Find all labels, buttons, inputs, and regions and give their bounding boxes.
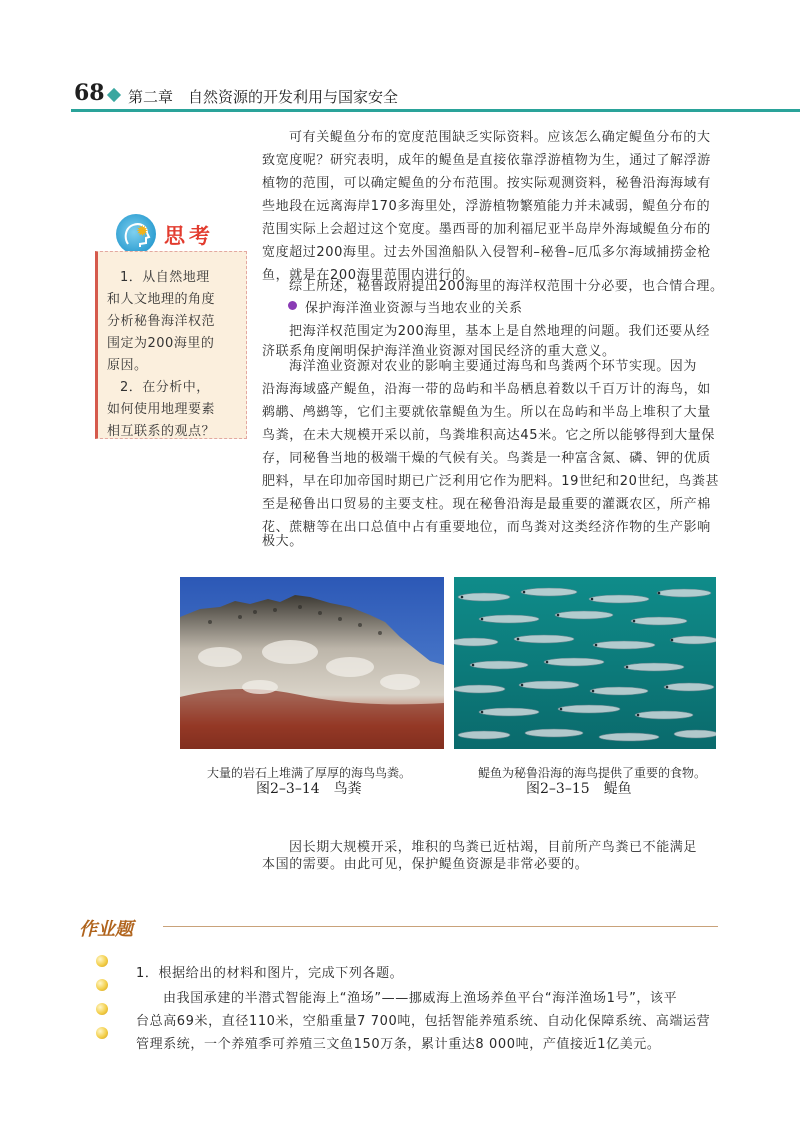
section-heading: 保护海洋渔业资源与当地农业的关系	[305, 301, 523, 316]
thinking-head-icon	[116, 214, 156, 254]
homework-question: 1．根据给出的材料和图片，完成下列各题。	[136, 966, 404, 981]
diamond-icon	[107, 88, 121, 102]
bullet-dot-icon	[96, 955, 108, 967]
body-line: 海洋渔业资源对农业的影响主要通过海鸟和鸟粪两个环节实现。因为	[289, 359, 698, 374]
body-line: 致宽度呢？研究表明，成年的鳀鱼是直接依靠浮游植物为生，通过了解浮游	[262, 153, 711, 168]
chapter-title: 第二章 自然资源的开发利用与国家安全	[128, 88, 399, 106]
header-rule	[71, 109, 800, 112]
body-line: 宽度超过200海里。过去外国渔船队入侵智利–秘鲁–厄瓜多尔海域捕捞金枪	[262, 245, 711, 260]
body-line: 范围实际上会超过这个宽度。墨西哥的加利福尼亚半岛岸外海域鳀鱼分布的	[262, 222, 711, 237]
body-line: 些地段在远离海岸170多海里处，浮游植物繁殖能力并未减弱，鳀鱼分布的	[262, 199, 711, 214]
think-line: 原因。	[107, 358, 148, 373]
body-line: 肥料，早在印加帝国时期已广泛利用它作为肥料。19世纪和20世纪，鸟粪甚	[262, 474, 720, 489]
body-line: 济联系角度阐明保护海洋渔业资源对国民经济的重大意义。	[262, 344, 616, 359]
body-line: 把海洋权范围定为200海里，基本上是自然地理的问题。我们还要从经	[289, 324, 711, 339]
bullet-dot-icon	[96, 1027, 108, 1039]
homework-rule	[163, 926, 718, 927]
homework-line: 由我国承建的半潜式智能海上“渔场”——挪威海上渔场养鱼平台“海洋渔场1号”，该平	[163, 991, 678, 1006]
bullet-dot-icon	[288, 301, 297, 310]
homework-line: 管理系统，一个养殖季可养殖三文鱼150万条，累计重达8 000吨，产值接近1亿美元。	[136, 1037, 661, 1052]
anchovy-school-photo	[454, 577, 716, 749]
bullet-dot-icon	[96, 1003, 108, 1015]
think-line: 围定为200海里的	[107, 336, 215, 351]
think-line: 2．在分析中，	[120, 380, 210, 395]
body-line: 因长期大规模开采，堆积的鸟粪已近枯竭，目前所产鸟粪已不能满足	[289, 840, 698, 855]
figure-caption: 鳀鱼为秘鲁沿海的海鸟提供了重要的食物。	[478, 766, 707, 780]
body-line: 可有关鳀鱼分布的宽度范围缺乏实际资料。应该怎么确定鳀鱼分布的大	[289, 130, 711, 145]
page-number: 68	[74, 80, 105, 106]
homework-title: 作业题	[79, 919, 133, 940]
body-line: 极大。	[262, 534, 303, 549]
body-line: 至是秘鲁出口贸易的主要支柱。现在秘鲁沿海是最重要的灌溉农区，所产棉	[262, 497, 711, 512]
body-line: 沿海海域盛产鳀鱼，沿海一带的岛屿和半岛栖息着数以千百万计的海鸟，如	[262, 382, 711, 397]
gear-icon: ✹	[136, 222, 149, 240]
body-line: 存，同秘鲁当地的极端干燥的气候有关。鸟粪是一种富含氮、磷、钾的优质	[262, 451, 711, 466]
think-line: 如何使用地理要素	[107, 402, 216, 417]
body-line: 花、蔗糖等在出口总值中占有重要地位，而鸟粪对这类经济作物的生产影响	[262, 520, 711, 535]
body-line: 鱼，就是在200海里范围内进行的。	[262, 268, 480, 283]
body-line: 鸟粪，在未大规模开采以前，鸟粪堆积高达45米。它之所以能够得到大量保	[262, 428, 715, 443]
figure-label: 图2–3–14 鸟粪	[256, 781, 362, 797]
think-title: 思考	[164, 224, 214, 248]
body-line: 综上所述，秘鲁政府提出200海里的海洋权范围十分必要，也合情合理。	[289, 279, 724, 294]
figure-label: 图2–3–15 鳀鱼	[526, 781, 632, 797]
body-line: 鹈鹕、鸬鹚等，它们主要就依靠鳀鱼为生。所以在岛屿和半岛上堆积了大量	[262, 405, 711, 420]
body-line: 本国的需要。由此可见，保护鳀鱼资源是非常必要的。	[262, 857, 589, 872]
figure-caption: 大量的岩石上堆满了厚厚的海鸟鸟粪。	[207, 766, 412, 780]
think-line: 相互联系的观点？	[107, 424, 216, 439]
bullet-dot-icon	[96, 979, 108, 991]
body-line: 植物的范围，可以确定鳀鱼的分布范围。按实际观测资料，秘鲁沿海海域有	[262, 176, 711, 191]
guano-rock-photo	[180, 577, 444, 749]
think-line: 分析秘鲁海洋权范	[107, 314, 216, 329]
think-line: 1．从自然地理	[120, 270, 210, 285]
homework-line: 台总高69米，直径110米，空船重量7 700吨，包括智能养殖系统、自动化保障系统、高端运营	[136, 1014, 711, 1029]
think-line: 和人文地理的角度	[107, 292, 216, 307]
